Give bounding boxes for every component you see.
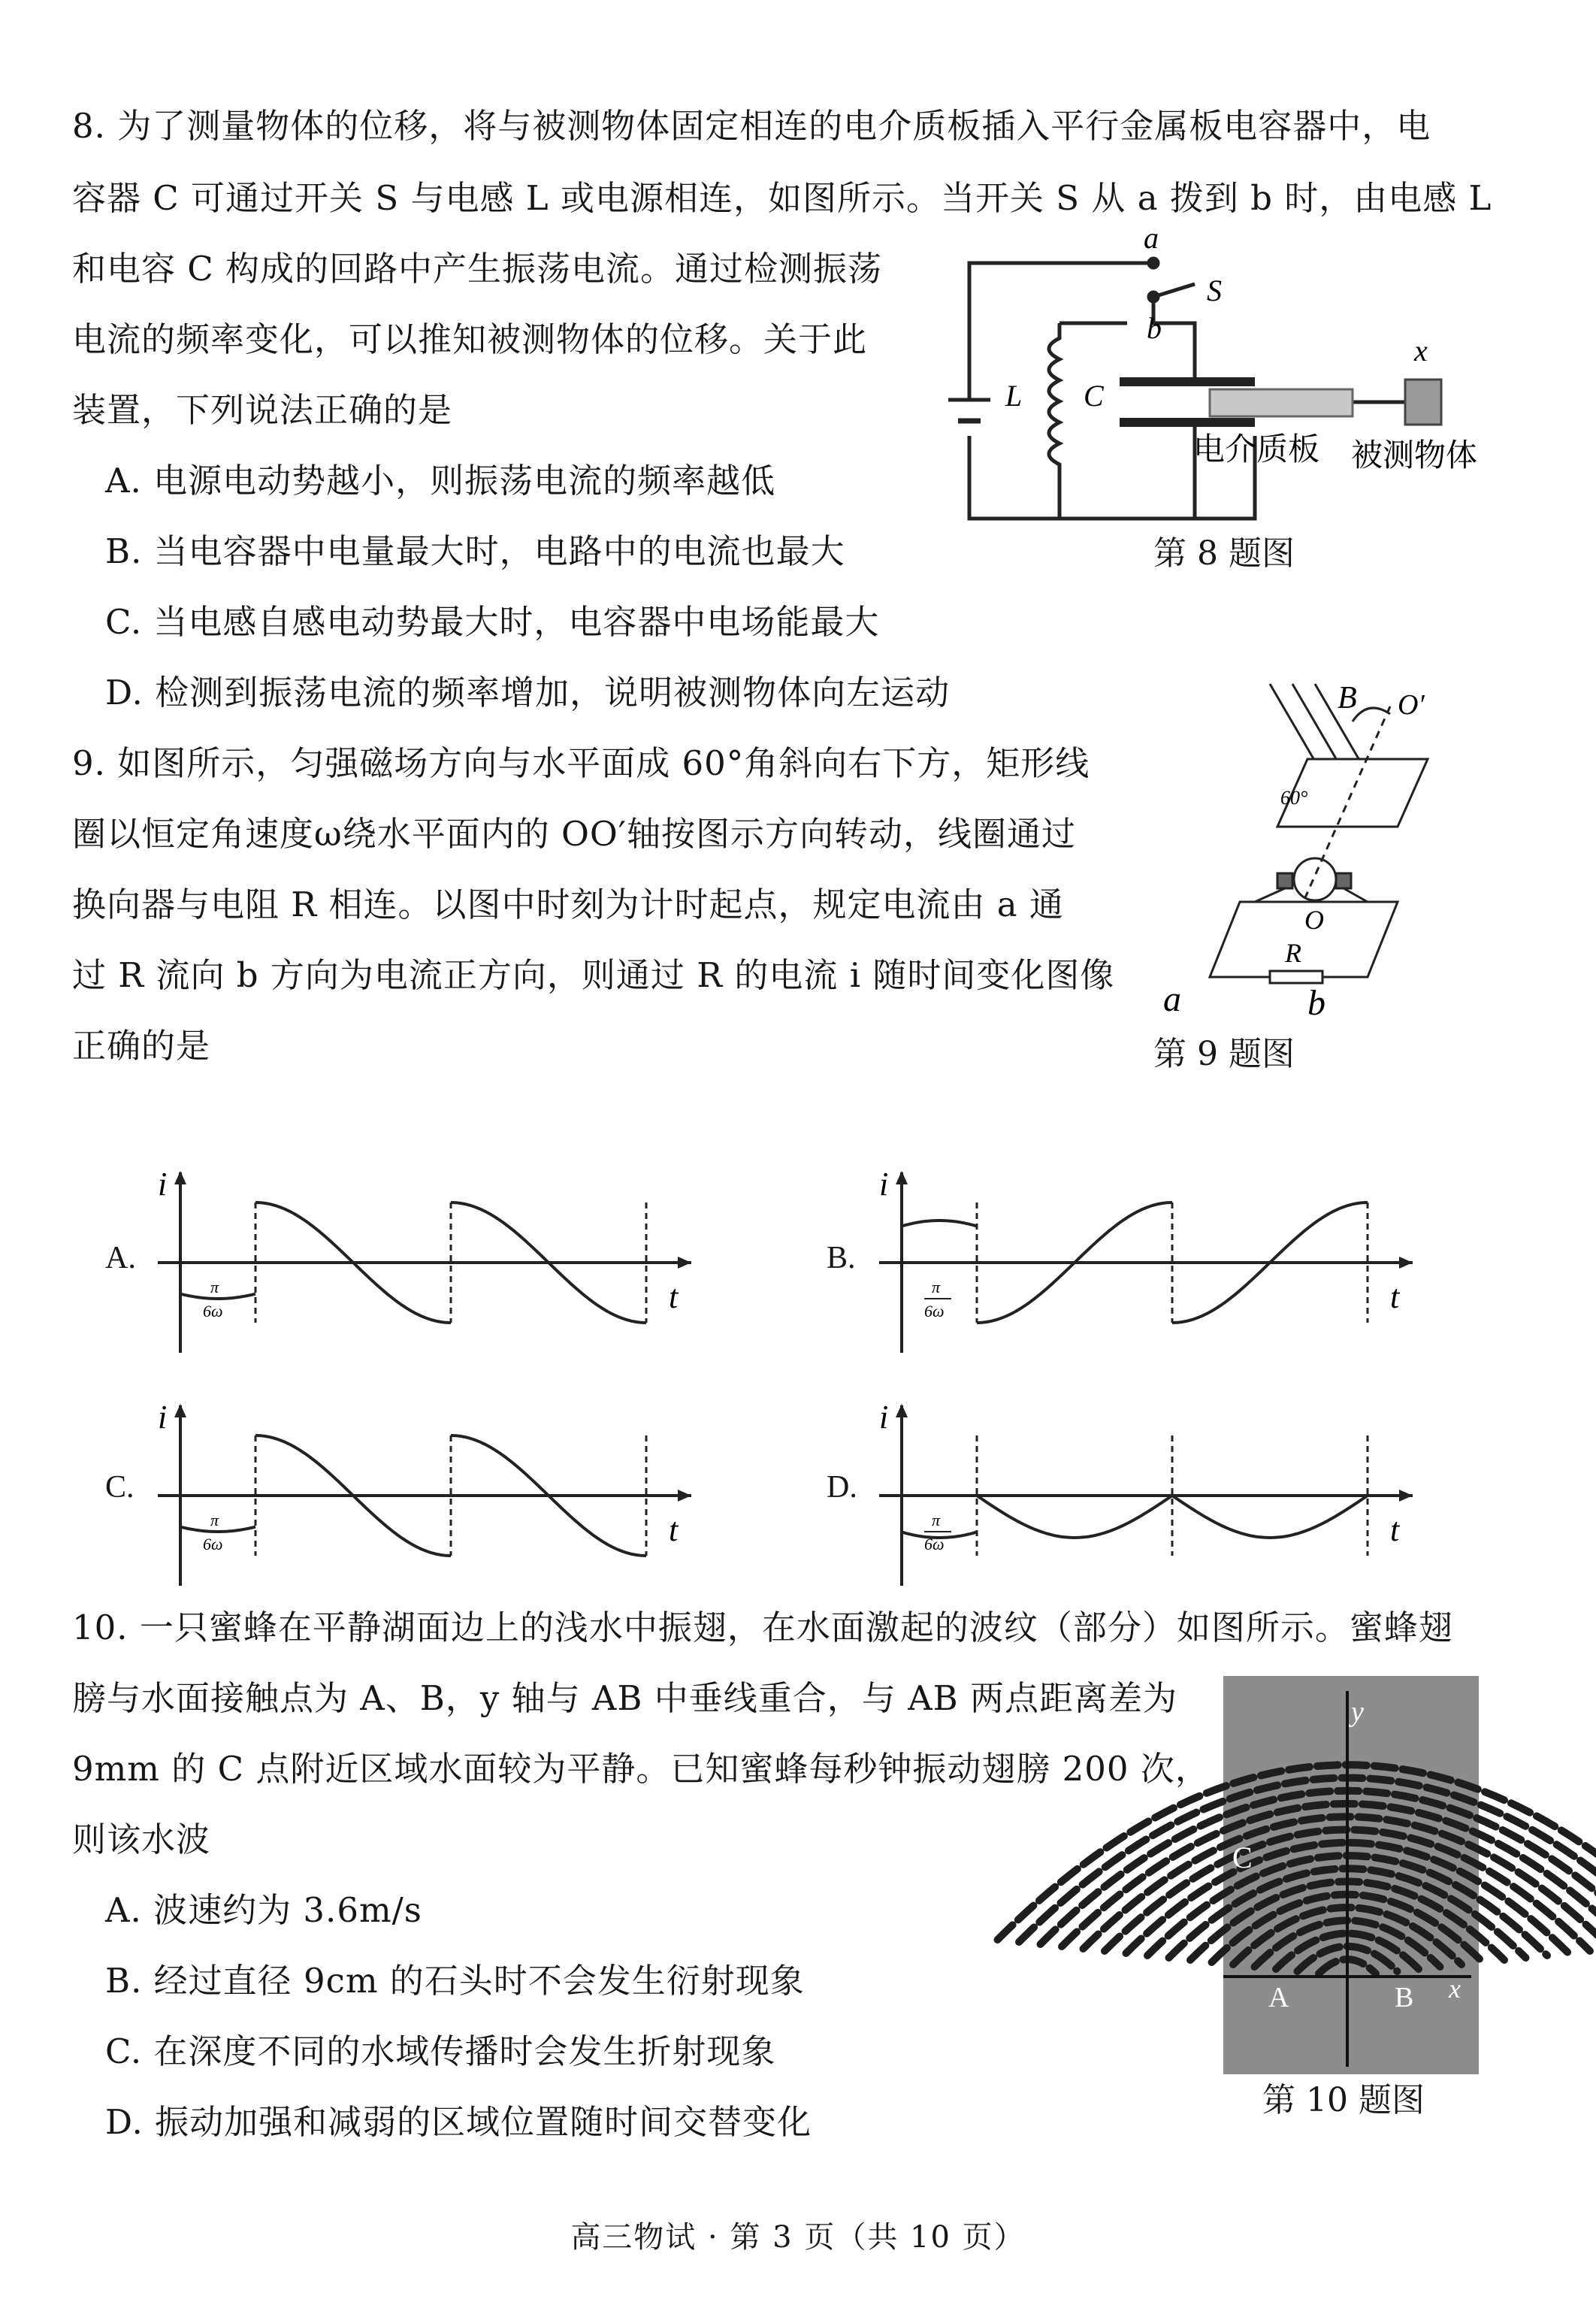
tick-denominator: 6ω bbox=[924, 1302, 945, 1320]
q10-wave-photo bbox=[1223, 1676, 1479, 2074]
q8-dielectric-label: 电介质板 bbox=[1193, 431, 1320, 467]
tick-numerator: π bbox=[210, 1511, 219, 1529]
t-axis-arrow bbox=[1399, 1490, 1413, 1502]
q10-option-a: A. 波速约为 3.6m/s bbox=[105, 1890, 422, 1930]
t-axis-arrow bbox=[1399, 1257, 1413, 1269]
graph-a-letter: A. bbox=[105, 1241, 136, 1275]
q8-label-b: b bbox=[1147, 311, 1162, 345]
q9-line-3: 换向器与电阻 R 相连。以图中时刻为计时起点，规定电流由 a 通 bbox=[72, 885, 1064, 924]
q10-line-3: 9mm 的 C 点附近区域水面较为平静。已知蜜蜂每秒钟振动翅膀 200 次， bbox=[72, 1749, 1210, 1789]
t-axis-arrow bbox=[678, 1490, 691, 1502]
graph-b-letter: B. bbox=[827, 1241, 856, 1275]
q10-figure-caption: 第 10 题图 bbox=[1262, 2081, 1425, 2119]
i-axis-arrow bbox=[174, 1404, 186, 1417]
tick-denominator: 6ω bbox=[924, 1535, 945, 1553]
q8-line-2: 容器 C 可通过开关 S 与电感 L 或电源相连，如图所示。当开关 S 从 a 拨到 b 时，由电感 L bbox=[72, 178, 1492, 218]
q10-label-C: C bbox=[1232, 1841, 1253, 1874]
q8-line-4: 电流的频率变化，可以推知被测物体的位移。关于此 bbox=[72, 319, 868, 359]
q10-option-c: C. 在深度不同的水域传播时会发生折射现象 bbox=[105, 2031, 776, 2071]
q9-label-angle: 60° bbox=[1280, 787, 1308, 809]
q8-circuit-diagram bbox=[954, 221, 1495, 541]
q9-label-O: O bbox=[1304, 905, 1324, 935]
t-axis-label: t bbox=[1390, 1511, 1400, 1548]
q10-label-B: B bbox=[1395, 1982, 1414, 2013]
t-axis-label: t bbox=[1390, 1278, 1400, 1315]
q9-label-O-prime: O′ bbox=[1398, 689, 1425, 721]
q10-line-1: 10. 一只蜜蜂在平静湖面边上的浅水中振翅，在水面激起的波纹（部分）如图所示。蜜蜂翅 bbox=[72, 1608, 1453, 1647]
graph-b bbox=[872, 1165, 1443, 1360]
t-axis-label: t bbox=[669, 1511, 679, 1548]
q8-option-c: C. 当电感自感电动势最大时，电容器中电场能最大 bbox=[105, 602, 880, 642]
q10-option-d: D. 振动加强和减弱的区域位置随时间交替变化 bbox=[105, 2102, 812, 2142]
graph-d bbox=[872, 1398, 1443, 1593]
q9-label-b: b bbox=[1307, 983, 1325, 1023]
i-axis-label: i bbox=[158, 1166, 168, 1202]
q10-label-x: x bbox=[1449, 1974, 1461, 2004]
q10-line-2: 膀与水面接触点为 A、B，y 轴与 AB 中垂线重合，与 AB 两点距离差为 bbox=[72, 1678, 1177, 1718]
graph-a bbox=[150, 1165, 721, 1360]
q9-label-R: R bbox=[1285, 938, 1301, 968]
tick-denominator: 6ω bbox=[203, 1302, 223, 1320]
q9-label-B: B bbox=[1338, 681, 1357, 715]
q8-object-label: 被测物体 bbox=[1351, 437, 1478, 473]
q8-line-5: 装置，下列说法正确的是 bbox=[72, 390, 453, 430]
graph-c bbox=[150, 1398, 721, 1593]
q8-option-d: D. 检测到振荡电流的频率增加，说明被测物体向左运动 bbox=[105, 673, 951, 712]
tick-numerator: π bbox=[932, 1278, 941, 1296]
t-axis-arrow bbox=[678, 1257, 691, 1269]
q8-option-a: A. 电源电动势越小，则振荡电流的频率越低 bbox=[105, 461, 776, 501]
tick-numerator: π bbox=[210, 1278, 219, 1296]
current-curve bbox=[902, 1496, 1368, 1538]
q9-line-5: 正确的是 bbox=[72, 1026, 211, 1066]
q10-line-4: 则该水波 bbox=[72, 1820, 211, 1859]
q9-figure-caption: 第 9 题图 bbox=[1153, 1035, 1295, 1073]
graph-d-letter: D. bbox=[827, 1470, 857, 1505]
i-axis-label: i bbox=[879, 1166, 889, 1202]
q8-line-3: 和电容 C 构成的回路中产生振荡电流。通过检测振荡 bbox=[72, 249, 883, 289]
q8-line-1: 8. 为了测量物体的位移，将与被测物体固定相连的电介质板插入平行金属板电容器中，电 bbox=[72, 106, 1431, 146]
tick-denominator: 6ω bbox=[203, 1535, 223, 1553]
q8-label-x: x bbox=[1414, 334, 1428, 368]
q10-label-A: A bbox=[1268, 1982, 1289, 2013]
i-axis-label: i bbox=[158, 1399, 168, 1435]
t-axis-label: t bbox=[669, 1278, 679, 1315]
tick-numerator: π bbox=[932, 1511, 941, 1529]
q9-line-4: 过 R 流向 b 方向为电流正方向，则通过 R 的电流 i 随时间变化图像 bbox=[72, 955, 1115, 995]
page-footer: 高三物试 · 第 3 页（共 10 页） bbox=[570, 2220, 1026, 2255]
graph-c-letter: C. bbox=[105, 1470, 135, 1505]
q8-figure-caption: 第 8 题图 bbox=[1153, 534, 1295, 573]
i-axis-label: i bbox=[879, 1399, 889, 1435]
q10-label-y: y bbox=[1351, 1696, 1364, 1728]
q8-label-L: L bbox=[1005, 379, 1023, 413]
q8-label-s: S bbox=[1207, 274, 1222, 307]
q8-option-b: B. 当电容器中电量最大时，电路中的电流也最大 bbox=[105, 531, 845, 571]
i-axis-arrow bbox=[896, 1171, 908, 1184]
q9-line-1: 9. 如图所示，匀强磁场方向与水平面成 60°角斜向右下方，矩形线 bbox=[72, 743, 1090, 783]
q9-label-a: a bbox=[1163, 979, 1181, 1019]
q8-label-C: C bbox=[1084, 379, 1104, 413]
q9-line-2: 圈以恒定角速度ω绕水平面内的 OO′轴按图示方向转动，线圈通过 bbox=[72, 814, 1077, 854]
i-axis-arrow bbox=[896, 1404, 908, 1417]
q9-coil-diagram bbox=[1142, 676, 1443, 1037]
i-axis-arrow bbox=[174, 1171, 186, 1184]
q8-label-a: a bbox=[1144, 221, 1159, 255]
q10-option-b: B. 经过直径 9cm 的石头时不会发生衍射现象 bbox=[105, 1961, 805, 2001]
